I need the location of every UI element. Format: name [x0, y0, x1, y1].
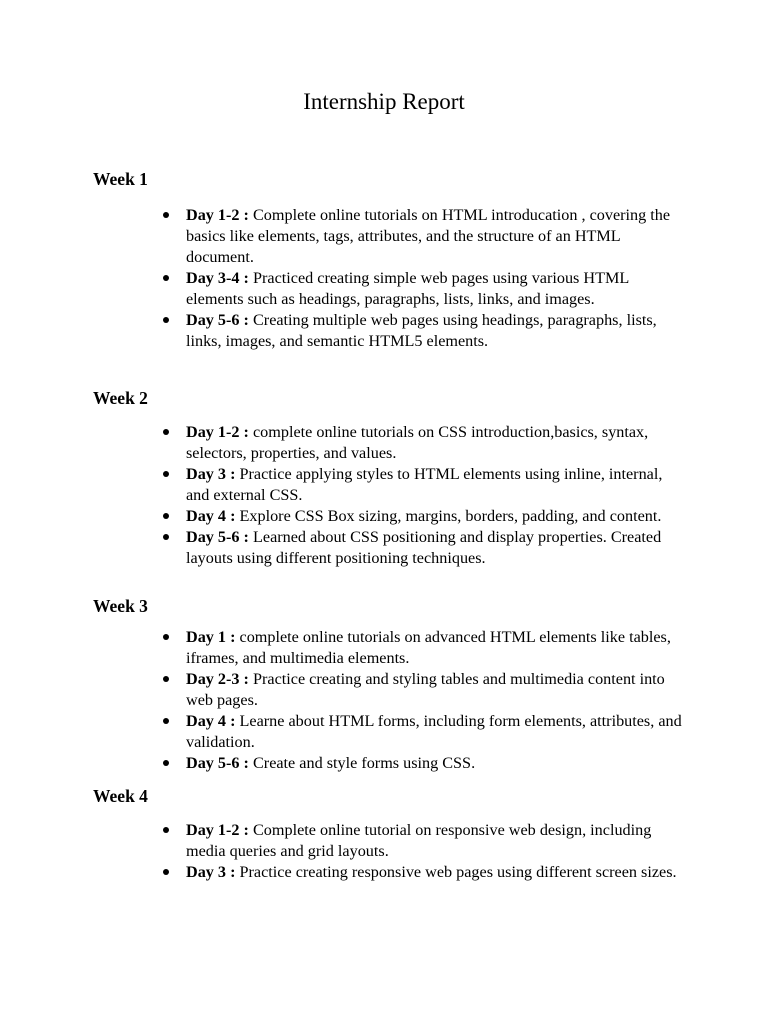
list-item: [186, 205, 686, 268]
week-3-list: [186, 627, 686, 774]
week-1-list: [186, 205, 686, 352]
day-text: Practice creating responsive web pages using different screen sizes.: [235, 863, 677, 881]
day-label: Day 4 :: [186, 712, 236, 730]
day-label: Day 2-3 :: [186, 670, 249, 688]
day-label: Day 5-6 :: [186, 311, 249, 329]
day-label: Day 1-2 :: [186, 206, 249, 224]
day-text: Explore CSS Box sizing, margins, borders, padding, and content.: [235, 507, 662, 525]
list-item: [186, 753, 686, 774]
day-label: Day 5-6 :: [186, 528, 249, 546]
week-4-heading: Week 4: [93, 786, 148, 806]
list-item: [186, 669, 686, 711]
day-text: complete online tutorials on advanced HTML elements like tables, iframes, and multimedia elements.: [186, 628, 671, 667]
week-4-list: [186, 820, 686, 883]
list-item: [186, 862, 686, 883]
list-item: [186, 711, 686, 753]
day-label: Day 1 :: [186, 628, 236, 646]
list-item: [186, 627, 686, 669]
week-3-heading: Week 3: [93, 596, 148, 616]
week-1-heading: Week 1: [93, 169, 148, 189]
day-label: Day 4 :: [186, 507, 236, 525]
day-text: Create and style forms using CSS.: [248, 754, 476, 772]
list-item: [186, 527, 686, 569]
list-item: [186, 820, 686, 862]
day-text: Creating multiple web pages using headings, paragraphs, lists, links, images, and semantic HTML5 elements.: [186, 311, 657, 350]
day-text: Practice applying styles to HTML elements using inline, internal, and external CSS.: [186, 465, 663, 504]
list-item: [186, 310, 686, 352]
list-item: [186, 422, 686, 464]
list-item: [186, 268, 686, 310]
day-text: Complete online tutorials on HTML introducation , covering the basics like elements, tags, attributes, and the structure of an HTML document.: [186, 206, 671, 266]
day-label: Day 3 :: [186, 863, 236, 881]
list-item: [186, 464, 686, 506]
week-2-list: [186, 422, 686, 569]
day-label: Day 3-4 :: [186, 269, 249, 287]
day-label: Day 1-2 :: [186, 423, 249, 441]
day-label: Day 1-2 :: [186, 821, 249, 839]
day-text: Learned about CSS positioning and display properties. Created layouts using different positioning techniques.: [186, 528, 662, 567]
day-text: Complete online tutorial on responsive web design, including media queries and grid layouts.: [186, 821, 652, 860]
day-text: Practice creating and styling tables and multimedia content into web pages.: [186, 670, 665, 709]
page-title: Internship Report: [303, 89, 465, 114]
day-text: Learne about HTML forms, including form elements, attributes, and validation.: [186, 712, 682, 751]
week-2-heading: Week 2: [93, 388, 148, 408]
day-text: complete online tutorials on CSS introduction,basics, syntax, selectors, properties, and values.: [186, 423, 649, 462]
list-item: [186, 506, 686, 527]
day-text: Practiced creating simple web pages using various HTML elements such as headings, paragraphs, lists, links, and images.: [186, 269, 629, 308]
day-label: Day 3 :: [186, 465, 236, 483]
day-label: Day 5-6 :: [186, 754, 249, 772]
